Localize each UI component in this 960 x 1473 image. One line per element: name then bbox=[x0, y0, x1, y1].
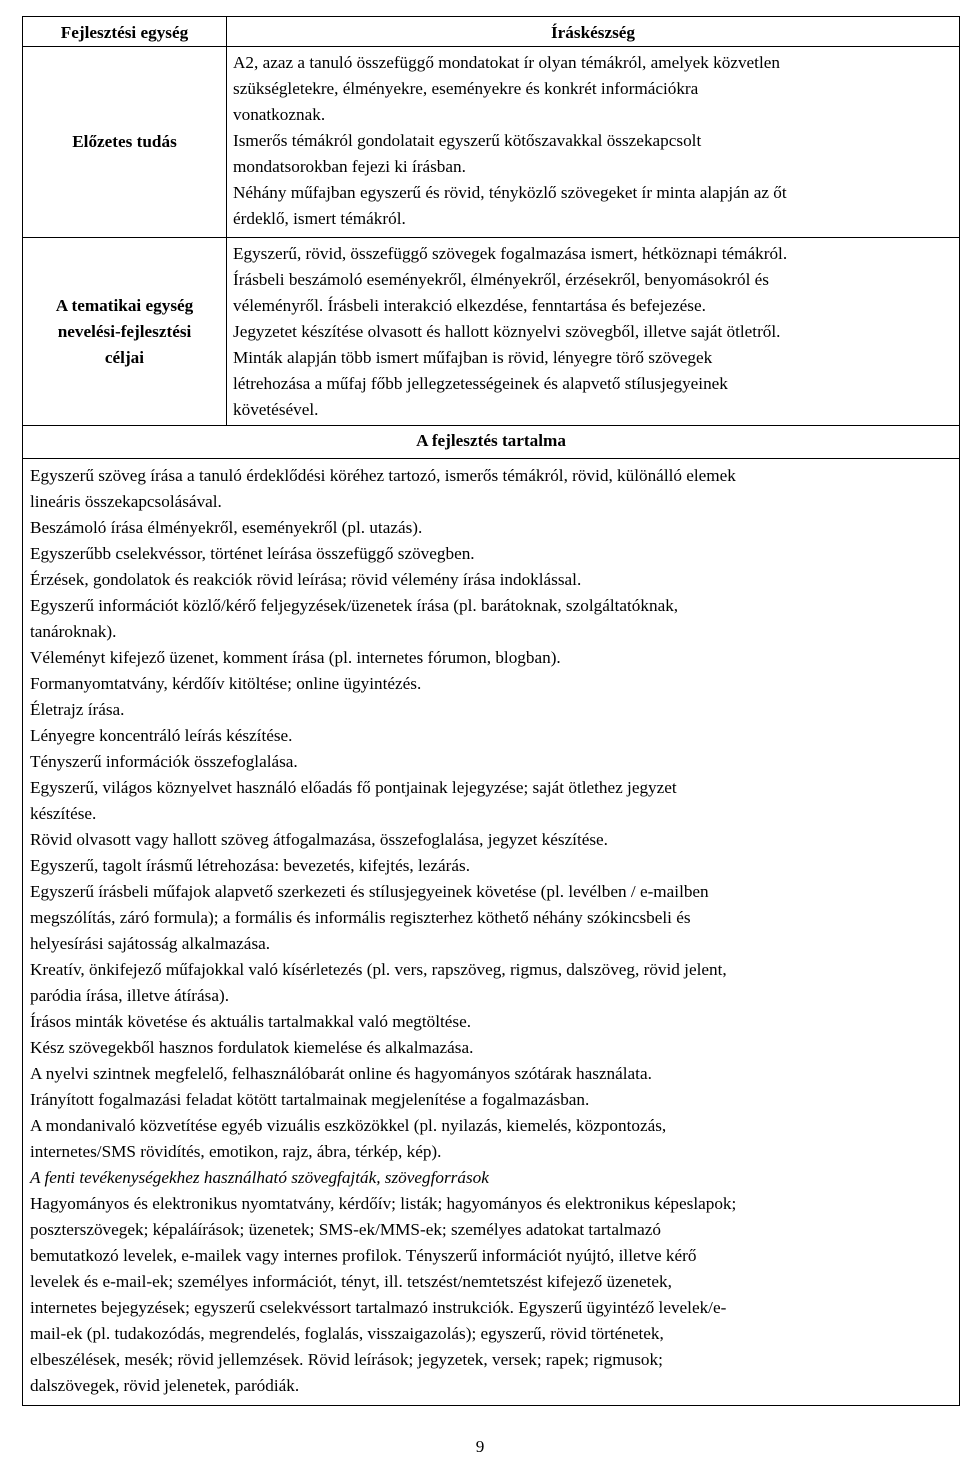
content-text bbox=[23, 458, 959, 1405]
text-line: Jegyzetet készítése olvasott és hallott köznyelvi szövegből, illetve saját ötletről. bbox=[233, 322, 781, 341]
text-types-line: poszterszövegek; képaláírások; üzenetek; SMS-ek/MMS-ek; személyes adatokat tartalmazó bbox=[30, 1220, 661, 1239]
content-line: A nyelvi szintnek megfelelő, felhasználóbarát online és hagyományos szótárak használata. bbox=[30, 1064, 652, 1083]
text-line: érdeklő, ismert témákról. bbox=[233, 209, 406, 228]
text-line: mondatsorokban fejezi ki írásban. bbox=[233, 157, 466, 176]
text-line: szükségletekre, élményekre, eseményekre és konkrét információkra bbox=[233, 79, 699, 98]
content-line: Egyszerű szöveg írása a tanuló érdeklődési köréhez tartozó, ismerős témákról, rövid, különálló elemek bbox=[30, 466, 736, 485]
text-line: Minták alapján több ismert műfajban is rövid, lényegre törő szövegek bbox=[233, 348, 713, 367]
header-left-label: Fejlesztési egység bbox=[60, 23, 189, 42]
text-line: Egyszerű, rövid, összefüggő szövegek fogalmazása ismert, hétköznapi témákról. bbox=[233, 244, 788, 263]
content-line: Tényszerű információk összefoglalása. bbox=[30, 752, 298, 771]
text-line: vonatkoznak. bbox=[233, 105, 326, 124]
content-line: Egyszerű írásbeli műfajok alapvető szerkezeti és stílusjegyeinek követése (pl. levélben / e-mailben bbox=[30, 882, 709, 901]
prior-knowledge-text bbox=[227, 47, 959, 237]
content-line: Egyszerűbb cselekvéssor, történet leírása összefüggő szövegben. bbox=[30, 544, 475, 563]
content-line: megszólítás, záró formula); a formális és informális regiszterhez köthető néhány szókincsbeli és bbox=[30, 908, 691, 927]
header-row bbox=[23, 17, 960, 47]
content-line: Egyszerű, tagolt írásmű létrehozása: bevezetés, kifejtés, lezárás. bbox=[30, 856, 470, 875]
curriculum-page bbox=[22, 16, 960, 1406]
content-line: Kész szövegekből hasznos fordulatok kiemelése és alkalmazása. bbox=[30, 1038, 474, 1057]
prior-knowledge-label-cell bbox=[23, 47, 227, 238]
text-types-line: internetes bejegyzések; egyszerű cselekvéssort tartalmazó instrukciók. Egyszerű ügyintéző levelek/e- bbox=[30, 1298, 727, 1317]
text-line: létrehozása a műfaj főbb jellegzetességeinek és alapvető stílusjegyeinek bbox=[233, 374, 728, 393]
text-line: A2, azaz a tanuló összefüggő mondatokat ír olyan témákról, amelyek közvetlen bbox=[233, 53, 780, 72]
content-title: A fejlesztés tartalma bbox=[416, 431, 566, 450]
header-right-cell bbox=[227, 17, 960, 47]
goals-text-cell bbox=[227, 238, 960, 426]
content-line: Véleményt kifejező üzenet, komment írása (pl. internetes fórumon, blogban). bbox=[30, 648, 561, 667]
content-line: tanároknak). bbox=[30, 622, 117, 641]
content-line: internetes/SMS rövidítés, emotikon, rajz, ábra, térkép, kép). bbox=[30, 1142, 442, 1161]
header-left-cell bbox=[23, 17, 227, 47]
content-line: Érzések, gondolatok és reakciók rövid leírása; rövid vélemény írása indoklással. bbox=[30, 570, 582, 589]
text-line: Írásbeli beszámoló eseményekről, élményekről, érzésekről, benyomásokról és bbox=[233, 270, 769, 289]
content-line: A mondanivaló közvetítése egyéb vizuális eszközökkel (pl. nyilazás, kiemelés, központozás, bbox=[30, 1116, 667, 1135]
prior-knowledge-text-cell bbox=[227, 47, 960, 238]
goals-label-line: céljai bbox=[104, 347, 145, 367]
text-line: véleményről. Írásbeli interakció elkezdése, fenntartása és befejezése. bbox=[233, 296, 706, 315]
goals-label-cell bbox=[23, 238, 227, 426]
content-line: Kreatív, önkifejező műfajokkal való kísérletezés (pl. vers, rapszöveg, rigmus, dalszöveg, rövid jelent, bbox=[30, 960, 727, 979]
goals-row bbox=[23, 238, 960, 426]
content-line: Életrajz írása. bbox=[30, 700, 125, 719]
text-line: Néhány műfajban egyszerű és rövid, tényközlő szövegeket ír minta alapján az őt bbox=[233, 183, 787, 202]
content-line: paródia írása, illetve átírása). bbox=[30, 986, 229, 1005]
content-line: lineáris összekapcsolásával. bbox=[30, 492, 222, 511]
content-line: Beszámoló írása élményekről, eseményekről (pl. utazás). bbox=[30, 518, 423, 537]
text-types-line: dalszövegek, rövid jelenetek, paródiák. bbox=[30, 1376, 300, 1395]
content-line: Formanyomtatvány, kérdőív kitöltése; online ügyintézés. bbox=[30, 674, 422, 693]
text-types-heading: A fenti tevékenységekhez használható szövegfajták, szövegforrások bbox=[30, 1168, 489, 1187]
content-line: Lényegre koncentráló leírás készítése. bbox=[30, 726, 293, 745]
content-line: Rövid olvasott vagy hallott szöveg átfogalmazása, összefoglalása, jegyzet készítése. bbox=[30, 830, 608, 849]
content-row bbox=[23, 426, 960, 1406]
goals-label bbox=[27, 293, 222, 371]
content-line: Irányított fogalmazási feladat kötött tartalmainak megjelenítése a fogalmazásban. bbox=[30, 1090, 590, 1109]
content-line: Egyszerű, világos köznyelvet használó előadás fő pontjainak lejegyzése; saját ötlethez jegyzet bbox=[30, 778, 677, 797]
page-number: 9 bbox=[475, 1437, 485, 1456]
content-line: készítése. bbox=[30, 804, 97, 823]
content-line: helyesírási sajátosság alkalmazása. bbox=[30, 934, 271, 953]
goals-text bbox=[227, 238, 959, 425]
text-line: követésével. bbox=[233, 400, 319, 419]
content-cell bbox=[23, 426, 960, 1406]
text-line: Ismerős témákról gondolatait egyszerű kötőszavakkal összekapcsolt bbox=[233, 131, 702, 150]
prior-knowledge-row bbox=[23, 47, 960, 238]
curriculum-table bbox=[22, 16, 960, 1406]
text-types-line: mail-ek (pl. tudakozódás, megrendelés, foglalás, visszaigazolás); egyszerű, rövid történetek, bbox=[30, 1324, 664, 1343]
goals-label-line: A tematikai egység bbox=[55, 295, 194, 315]
text-types-line: bemutatkozó levelek, e-mailek vagy internes profilok. Tényszerű információt nyújtó, illetve kérő bbox=[30, 1246, 697, 1265]
text-types-line: Hagyományos és elektronikus nyomtatvány, kérdőív; listák; hagyományos és elektronikus képeslapok; bbox=[30, 1194, 737, 1213]
header-right-label: Íráskészség bbox=[550, 23, 636, 42]
content-line: Egyszerű információt közlő/kérő feljegyzések/üzenetek írása (pl. barátoknak, szolgáltatóknak, bbox=[30, 596, 679, 615]
text-types-line: elbeszélések, mesék; rövid jellemzések. Rövid leírások; jegyzetek, versek; rapek; rigmusok; bbox=[30, 1350, 663, 1369]
prior-knowledge-label: Előzetes tudás bbox=[72, 132, 177, 151]
content-line: Írásos minták követése és aktuális tartalmakkal való megtöltése. bbox=[30, 1012, 472, 1031]
text-types-line: levelek és e-mail-ek; személyes információt, tényt, ill. tetszést/nemtetszést kifejező üzenetek, bbox=[30, 1272, 672, 1291]
goals-label-line: nevelési-fejlesztési bbox=[57, 321, 192, 341]
